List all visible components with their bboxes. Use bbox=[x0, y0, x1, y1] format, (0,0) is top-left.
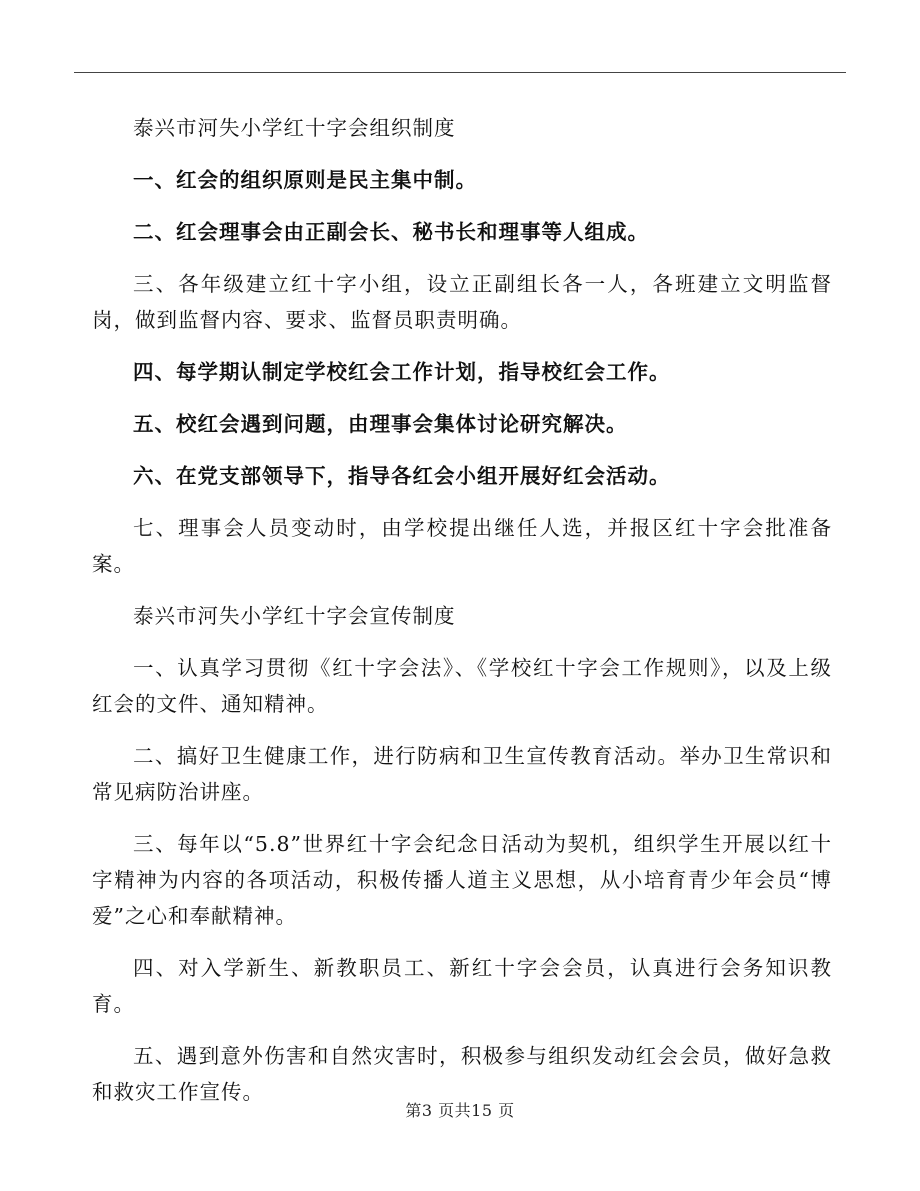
paragraph: 四、对入学新生、新教职员工、新红十字会会员，认真进行会务知识教育。 bbox=[92, 956, 832, 1016]
paragraph: 七、理事会人员变动时，由学校提出继任人选，并报区红十字会批准备案。 bbox=[92, 516, 832, 576]
paragraph: 四、每学期认制定学校红会工作计划，指导校红会工作。 bbox=[133, 360, 671, 384]
section-title-publicity: 泰兴市河失小学红十字会宣传制度 bbox=[133, 604, 456, 628]
paragraph: 二、红会理事会由正副会长、秘书长和理事等人组成。 bbox=[133, 220, 649, 244]
paragraph: 一、红会的组织原则是民主集中制。 bbox=[133, 168, 477, 192]
paragraph: 六、在党支部领导下，指导各红会小组开展好红会活动。 bbox=[133, 464, 671, 488]
paragraph: 五、遇到意外伤害和自然灾害时，积极参与组织发动红会会员，做好急救和救灾工作宣传。 bbox=[92, 1044, 832, 1104]
document-body bbox=[92, 110, 832, 1126]
page-number: 第3 页共15 页 bbox=[405, 1101, 515, 1120]
paragraph: 一、认真学习贯彻《红十字会法》、《学校红十字会工作规则》，以及上级红会的文件、通知精神。 bbox=[92, 656, 832, 716]
paragraph: 三、每年以“5.8”世界红十字会纪念日活动为契机，组织学生开展以红十字精神为内容的各项活动，积极传播人道主义思想，从小培育青少年会员“博爱”之心和奉献精神。 bbox=[92, 832, 832, 928]
paragraph: 五、校红会遇到问题，由理事会集体讨论研究解决。 bbox=[133, 412, 628, 436]
section-title-organization: 泰兴市河失小学红十字会组织制度 bbox=[133, 116, 456, 140]
paragraph: 二、搞好卫生健康工作，进行防病和卫生宣传教育活动。举办卫生常识和常见病防治讲座。 bbox=[92, 744, 832, 804]
header-rule bbox=[74, 72, 846, 73]
paragraph: 三、各年级建立红十字小组，设立正副组长各一人，各班建立文明监督岗，做到监督内容、要求、监督员职责明确。 bbox=[92, 272, 832, 332]
